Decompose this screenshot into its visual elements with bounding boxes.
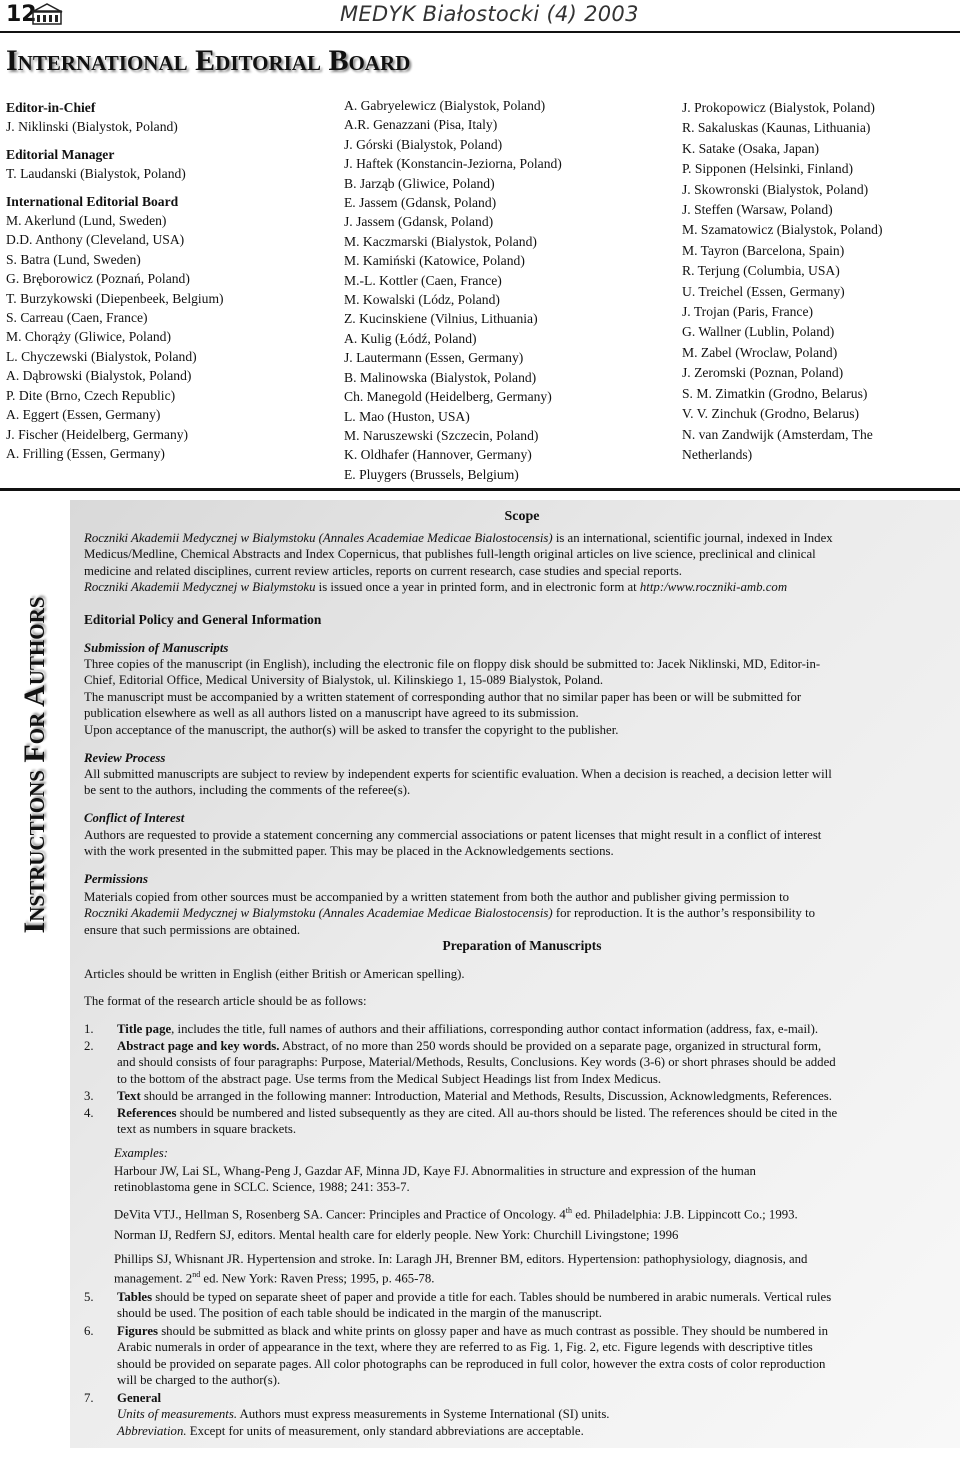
- board-column-3: [682, 98, 882, 465]
- board-member: M. Kaczmarski (Bialystok, Poland): [344, 233, 537, 249]
- instructions-panel: [70, 500, 960, 1448]
- board-member: M. Chorąży (Gliwice, Poland): [6, 329, 171, 345]
- instructions-title: Instructions For Authors: [18, 596, 51, 934]
- editor-in-chief-heading: Editor-in-Chief: [6, 100, 96, 115]
- list-item-title-page: Title page, includes the title, full names of authors and their affiliations, corresponding author contact information (address, fax, e-mail).: [117, 1022, 819, 1036]
- board-member: M. Szamatowicz (Bialystok, Poland): [682, 222, 883, 238]
- conflict-heading: Conflict of Interest: [84, 811, 185, 825]
- board-member: Netherlands): [682, 446, 753, 462]
- board-member: M. Kamiński (Katowice, Poland): [344, 253, 525, 269]
- building-logo-icon: [30, 2, 66, 26]
- board-member: S. Carreau (Caen, France): [6, 310, 148, 326]
- board-member: A. Frilling (Essen, Germany): [6, 445, 165, 461]
- board-member: M. Kowalski (Lódz, Poland): [344, 292, 500, 308]
- board-member: J. Skowronski (Bialystok, Poland): [682, 181, 869, 197]
- permissions-paragraph: Materials copied from other sources must be accompanied by a written statement from both the author and publisher giving permission to Roczniki Akademii Medycznej w Bialymstoku (Annales Academiae Medicae Bialostocensis) for reproduction. It is the author’s responsibility to ensure that such permissions are obtained.: [84, 890, 816, 937]
- board-member: J. Trojan (Paris, France): [682, 304, 814, 320]
- board-member: E. Pluygers (Brussels, Belgium): [344, 466, 519, 482]
- submission-heading: Submission of Manuscripts: [84, 641, 229, 655]
- scope-paragraph: Roczniki Akademii Medycznej w Bialymstoku (Annales Academiae Medicae Bialostocensis) is an international, scientific journal, indexed in Index Medicus/Medline, Chemical Abstracts and Index Copernicus, that publishes full-length original articles on live science, preclinical and clinical medicine and related disciplines, current review articles, reports on current research, case studies and special reports. Roczniki Akademii Medycznej w Bialymstoku is issued once a year in printed form, and in electronic form at http:/www.roczniki-amb.com: [84, 531, 833, 595]
- list-item-figures: Figures should be submitted as black and white prints on glossy paper and have as much contrast as possible. They should be numbered in Arabic numerals in order of appearance in the text, where they are referred to as Fig. 1, Fig. 2, etc. Figure legends with descriptive titles should be provided on separate pages. All color photographs can be reproduced in full color, however the extra costs of color reproduction will be charged to the author(s).: [117, 1324, 829, 1388]
- board-member: A. Kulig (Łódź, Poland): [344, 330, 477, 346]
- board-member: L. Mao (Huston, USA): [344, 408, 470, 424]
- preparation-format: The format of the research article should be as follows:: [84, 994, 367, 1008]
- list-number: 1.: [84, 1022, 94, 1036]
- editorial-manager: T. Laudanski (Bialystok, Poland): [6, 166, 186, 182]
- examples-heading: Examples:: [114, 1146, 169, 1160]
- international-board-heading: International Editorial Board: [6, 193, 179, 209]
- board-member: A. Eggert (Essen, Germany): [6, 407, 161, 423]
- board-member: S. M. Zimatkin (Grodno, Belarus): [682, 385, 868, 401]
- board-member: J. Lautermann (Essen, Germany): [344, 350, 524, 366]
- board-member: J. Prokopowicz (Bialystok, Poland): [682, 100, 875, 115]
- board-member: G. Wallner (Lublin, Poland): [682, 324, 835, 340]
- board-column-2: [344, 96, 562, 484]
- list-number: 6.: [84, 1324, 94, 1338]
- board-member: E. Jassem (Gdansk, Poland): [344, 195, 497, 211]
- list-number: 5.: [84, 1290, 94, 1304]
- board-title: International Editorial Board: [6, 44, 411, 77]
- journal-title: MEDYK Białostocki (4) 2003: [340, 2, 639, 26]
- board-member: L. Chyczewski (Bialystok, Poland): [6, 348, 197, 364]
- board-member: J. Jassem (Gdansk, Poland): [344, 214, 494, 230]
- example-reference-3: Norman IJ, Redfern SJ, editors. Mental health care for elderly people. New York: Churchill Livingstone; 1996: [114, 1228, 679, 1242]
- board-member: J. Steffen (Warsaw, Poland): [682, 202, 833, 218]
- board-member: K. Oldhafer (Hannover, Germany): [344, 447, 532, 463]
- policy-heading: Editorial Policy and General Information: [84, 612, 322, 627]
- list-item-text: Text should be arranged in the following manner: Introduction, Material and Methods, Results, Discussion, Acknowledgments, References.: [117, 1089, 832, 1103]
- editor-in-chief: J. Niklinski (Bialystok, Poland): [6, 119, 178, 135]
- board-member: Ch. Manegold (Heidelberg, Germany): [344, 389, 552, 405]
- board-member: M. Tayron (Barcelona, Spain): [682, 242, 845, 258]
- board-member: B. Malinowska (Bialystok, Poland): [344, 369, 537, 385]
- list-item-tables: Tables should be typed on separate sheet of paper and provide a title for each. Tables should be numbered in arabic numerals. Vertical rules should be used. The position of each table should be indicated in the margin of the manuscript.: [117, 1290, 832, 1321]
- header-divider: [0, 31, 960, 33]
- board-member: R. Terjung (Columbia, USA): [682, 263, 840, 279]
- board-member: N. van Zandwijk (Amsterdam, The: [682, 426, 873, 442]
- submission-paragraph: Three copies of the manuscript (in English), including the electronic file on floppy disk should be submitted to: Jacek Niklinski, MD, Editor-in- Chief, Editorial Office, Medical University of Bialystok, ul. Kilinskiego 1, 15-089 Bialystok, Poland. The manuscript must be accompanied by a written statement of corresponding author that no similar paper has been or will be submitted for publication elsewhere as well as all authors listed on a manuscript have agreed to its submission. Upon acceptance of the manuscript, the author(s) will be asked to transfer the copyright to the publisher.: [84, 657, 821, 737]
- list-number: 2.: [84, 1039, 94, 1053]
- conflict-paragraph: Authors are requested to provide a statement concerning any commercial associations or patent licenses that might result in a conflict of interest with the work presented in the submitted paper. This may be placed in the Acknowledgements sections.: [84, 828, 822, 859]
- example-reference-1: Harbour JW, Lai SL, Whang-Peng J, Gazdar AF, Minna JD, Kaye FJ. Abnormalities in structure and expression of the human retinoblastoma gene in SCLC. Science, 1988; 241: 353-7.: [114, 1164, 756, 1195]
- list-number: 4.: [84, 1106, 94, 1120]
- board-member: K. Satake (Osaka, Japan): [682, 140, 820, 156]
- board-member: A. Dąbrowski (Bialystok, Poland): [6, 368, 192, 384]
- board-member: B. Jarząb (Gliwice, Poland): [344, 175, 495, 191]
- board-member: M. Akerlund (Lund, Sweden): [6, 213, 167, 229]
- journal-url-link[interactable]: http:/www.roczniki-amb.com: [639, 580, 788, 595]
- scope-heading: Scope: [504, 509, 540, 524]
- board-member: J. Zeromski (Poznan, Poland): [682, 365, 844, 381]
- list-number: 3.: [84, 1089, 94, 1103]
- board-column-1: [6, 98, 224, 463]
- board-member: J. Haftek (Konstancin-Jeziorna, Poland): [344, 156, 562, 172]
- review-heading: Review Process: [84, 751, 166, 765]
- board-member: M.-L. Kottler (Caen, France): [344, 272, 502, 288]
- editorial-manager-heading: Editorial Manager: [6, 146, 115, 162]
- preparation-intro: Articles should be written in English (either British or American spelling).: [84, 967, 465, 981]
- example-reference-4: Phillips SJ, Whisnant JR. Hypertension and stroke. In: Laragh JH, Brenner BM, editors. Hypertension: pathophysiology, diagnosis, and management. 2nd ed. New York: Raven Press; 1995, p. 465-78.: [114, 1252, 808, 1286]
- board-member: U. Treichel (Essen, Germany): [682, 283, 845, 299]
- board-member: R. Sakaluskas (Kaunas, Lithuania): [682, 120, 871, 136]
- board-member: J. Fischer (Heidelberg, Germany): [6, 426, 189, 442]
- board-member: M. Zabel (Wroclaw, Poland): [682, 344, 838, 360]
- board-member: V. V. Zinchuk (Grodno, Belarus): [682, 406, 860, 422]
- list-number: 7.: [84, 1391, 94, 1405]
- list-item-references: References should be numbered and listed subsequently as they are cited. All au-thors should be listed. The references should be cited in the text as numbers in square brackets.: [117, 1106, 838, 1137]
- section-divider: [0, 488, 960, 491]
- list-item-abstract: Abstract page and key words. Abstract, of no more than 250 words should be provided on a separate page, organized in structural form, and should consists of four paragraphs: Purpose, Material/Methods, Results, Conclusions. Key words (3-6) or short phrases should be added to the bottom of the abstract page. Use terms from the Medical Subject Headings list from Index Medicus.: [117, 1039, 836, 1086]
- board-member: A. Gabryelewicz (Bialystok, Poland): [344, 98, 546, 113]
- board-member: M. Naruszewski (Szczecin, Poland): [344, 427, 539, 443]
- board-member: J. Górski (Bialystok, Poland): [344, 136, 503, 152]
- board-member: P. Dite (Brno, Czech Republic): [6, 387, 176, 403]
- board-member: P. Sipponen (Helsinki, Finland): [682, 161, 854, 177]
- review-paragraph: All submitted manuscripts are subject to review by independent experts for scientific evaluation. When a decision is reached, a decision letter will be sent to the authors, including the comments of the referee(s).: [84, 767, 832, 798]
- page-number: 12: [6, 2, 37, 27]
- board-member: A.R. Genazzani (Pisa, Italy): [344, 117, 498, 133]
- board-member: D.D. Anthony (Cleveland, USA): [6, 232, 185, 248]
- board-member: G. Bręborowicz (Poznań, Poland): [6, 271, 190, 287]
- permissions-heading: Permissions: [84, 872, 148, 886]
- preparation-heading: Preparation of Manuscripts: [442, 938, 602, 953]
- board-member: T. Burzykowski (Diepenbeek, Belgium): [6, 290, 224, 306]
- example-reference-2: DeVita VTJ., Hellman S, Rosenberg SA. Cancer: Principles and Practice of Oncology. 4th ed. Philadelphia: J.B. Lippincott Co.; 1993.: [114, 1206, 798, 1222]
- board-member: Z. Kucinskiene (Vilnius, Lithuania): [344, 311, 538, 327]
- list-item-general: General Units of measurements. Authors must express measurements in Systeme International (SI) units. Abbreviation. Except for units of measurement, only standard abbreviations are acceptable.: [117, 1391, 610, 1438]
- board-member: S. Batra (Lund, Sweden): [6, 251, 141, 267]
